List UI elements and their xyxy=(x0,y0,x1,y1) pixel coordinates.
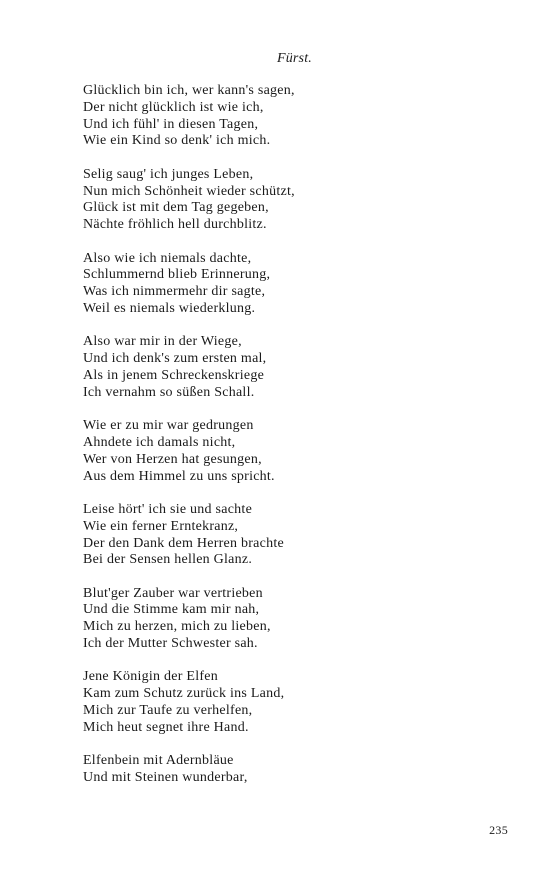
verse-line: Ahndete ich damals nicht, xyxy=(83,434,236,450)
verse-line: Und ich fühl' in diesen Tagen, xyxy=(83,116,259,132)
verse-line: Wie ein Kind so denk' ich mich. xyxy=(83,133,271,149)
verse-line: Mich zu herzen, mich zu lieben, xyxy=(83,619,271,635)
verse-line: Schlummernd blieb Erinnerung, xyxy=(83,267,271,283)
verse-line: Als in jenem Schreckenskriege xyxy=(83,367,265,383)
verse-line: Weil es niemals wiederklung. xyxy=(83,300,256,316)
stanza xyxy=(83,83,383,150)
verse-line: Wie er zu mir war gedrungen xyxy=(83,418,254,434)
verse-line: Und die Stimme kam mir nah, xyxy=(83,602,260,618)
verse-line: Aus dem Himmel zu uns spricht. xyxy=(83,468,275,484)
speaker-heading: Fürst. xyxy=(276,51,312,66)
verse-line: Glück ist mit dem Tag gegeben, xyxy=(83,200,269,216)
verse-line: Blut'ger Zauber war vertrieben xyxy=(83,585,263,601)
poem xyxy=(83,83,383,803)
stanza xyxy=(83,251,383,318)
verse-line: Mich heut segnet ihre Hand. xyxy=(83,719,249,735)
verse-line: Selig saug' ich junges Leben, xyxy=(83,166,254,182)
stanza xyxy=(83,669,383,736)
verse-line: Ich der Mutter Schwester sah. xyxy=(83,636,258,652)
verse-line: Ich vernahm so süßen Schall. xyxy=(83,384,255,400)
verse-line: Kam zum Schutz zurück ins Land, xyxy=(83,686,285,702)
verse-line: Leise hört' ich sie und sachte xyxy=(83,501,253,517)
verse-line: Der den Dank dem Herren brachte xyxy=(83,535,284,551)
verse-line: Und mit Steinen wunderbar, xyxy=(83,770,248,786)
verse-line: Wer von Herzen hat gesungen, xyxy=(83,451,262,467)
verse-line: Und ich denk's zum ersten mal, xyxy=(83,351,267,367)
verse-line: Also wie ich niemals dachte, xyxy=(83,250,252,266)
verse-line: Nun mich Schönheit wieder schützt, xyxy=(83,183,295,199)
verse-line: Was ich nimmermehr dir sagte, xyxy=(83,284,266,300)
verse-line: Jene Königin der Elfen xyxy=(83,669,218,685)
stanza xyxy=(83,753,383,787)
verse-line: Also war mir in der Wiege, xyxy=(83,334,242,350)
verse-line: Elfenbein mit Adernbläue xyxy=(83,753,234,769)
stanza xyxy=(83,586,383,653)
verse-line: Bei der Sensen hellen Glanz. xyxy=(83,552,253,568)
verse-line: Nächte fröhlich hell durchblitz. xyxy=(83,217,267,233)
stanza xyxy=(83,418,383,485)
page-number: 235 xyxy=(489,823,508,837)
verse-line: Mich zur Taufe zu verhelfen, xyxy=(83,703,253,719)
stanza xyxy=(83,334,383,401)
stanza xyxy=(83,167,383,234)
stanza xyxy=(83,502,383,569)
verse-line: Der nicht glücklich ist wie ich, xyxy=(83,99,264,115)
verse-line: Glücklich bin ich, wer kann's sagen, xyxy=(83,83,295,98)
verse-line: Wie ein ferner Erntekranz, xyxy=(83,518,239,534)
